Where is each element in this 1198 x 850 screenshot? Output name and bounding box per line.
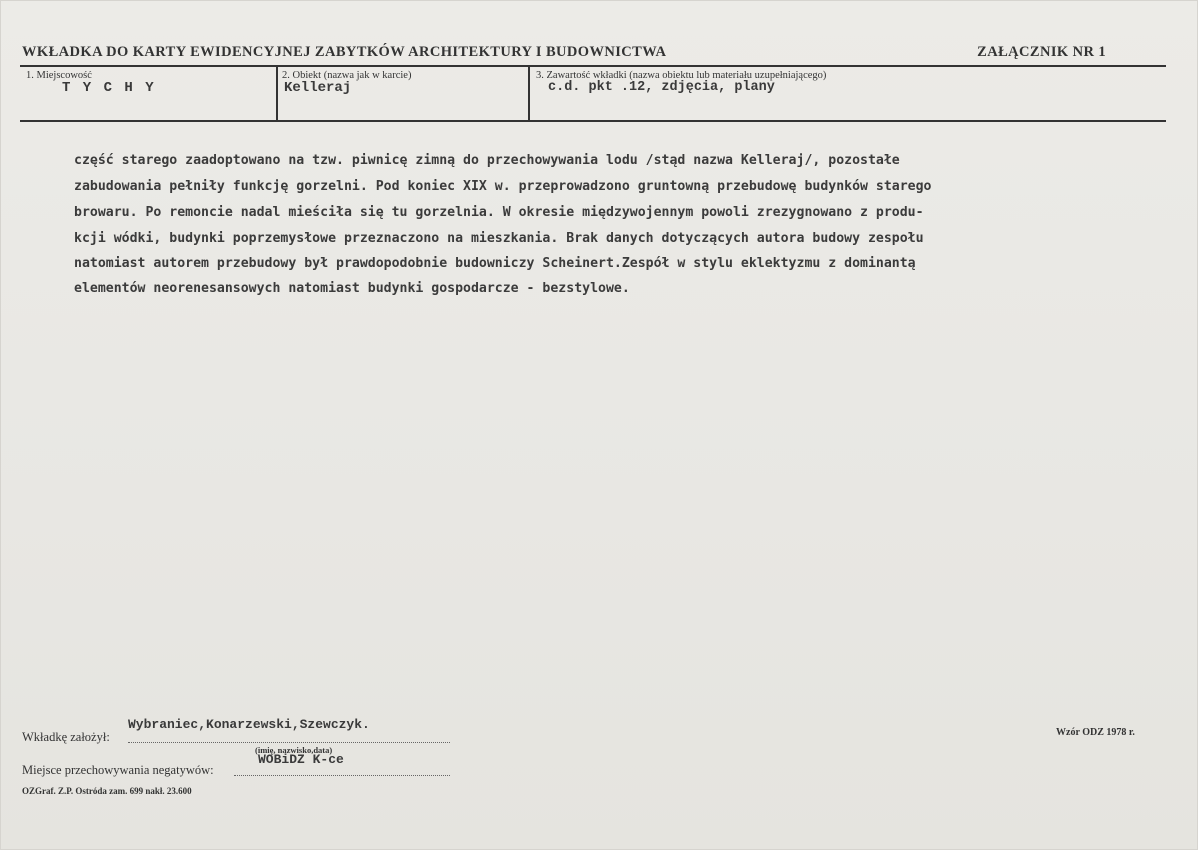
template-note: Wzór ODZ 1978 r. (1056, 727, 1135, 738)
object-label: 2. Obiekt (nazwa jak w karcie) (282, 70, 412, 81)
body-line: zabudowania pełniły funkcję gorzelni. Pod koniec XIX w. przeprowadzono gruntowną przebudowę budynków starego (74, 179, 932, 194)
body-line: browaru. Po remoncie nadal mieściła się tu gorzelnia. W okresie międzywojennym powoli zrezygnowano z produ- (74, 205, 924, 220)
body-line: natomiast autorem przebudowy był prawdopodobnie budowniczy Scheinert.Zespół w stylu eklektyzmu z dominantą (74, 256, 916, 271)
place-value: T Y C H Y (62, 80, 156, 96)
body-line: część starego zaadoptowano na tzw. piwnicę zimną do przechowywania lodu /stąd nazwa Kelleraj/, pozostałe (74, 153, 900, 168)
printer-note: OZGraf. Z.P. Ostróda zam. 699 nakł. 23.600 (22, 786, 192, 796)
contents-value: c.d. pkt .12, zdjęcia, plany (548, 80, 775, 95)
document-title: WKŁADKA DO KARTY EWIDENCYJNEJ ZABYTKÓW ARCHITEKTURY I BUDOWNICTWA (22, 44, 667, 60)
contents-label: 3. Zawartość wkładki (nazwa obiektu lub materiału uzupełniającego) (536, 70, 827, 81)
founded-line (128, 742, 450, 743)
negatives-value: WOBiDZ K-ce (258, 752, 344, 767)
header-top-rule (20, 65, 1166, 67)
object-value: Kelleraj (284, 80, 352, 96)
field-divider-1 (276, 66, 278, 121)
negatives-label: Miejsce przechowywania negatywów: (22, 763, 214, 777)
place-label: 1. Miejscowość (26, 70, 92, 81)
body-line: elementów neorenesansowych natomiast budynki gospodarcze - bezstylowe. (74, 281, 630, 296)
founded-label: Wkładkę założył: (22, 730, 110, 744)
negatives-line (234, 775, 450, 776)
field-divider-2 (528, 66, 530, 121)
body-line: kcji wódki, budynki poprzemysłowe przeznaczono na mieszkania. Brak danych dotyczących autora budowy zespołu (74, 231, 924, 246)
founded-hint: (imię, nazwisko,data) (255, 745, 333, 755)
header-bottom-rule (20, 120, 1166, 122)
founded-value: Wybraniec,Konarzewski,Szewczyk. (128, 717, 370, 732)
annex-number: ZAŁĄCZNIK NR 1 (977, 44, 1106, 60)
